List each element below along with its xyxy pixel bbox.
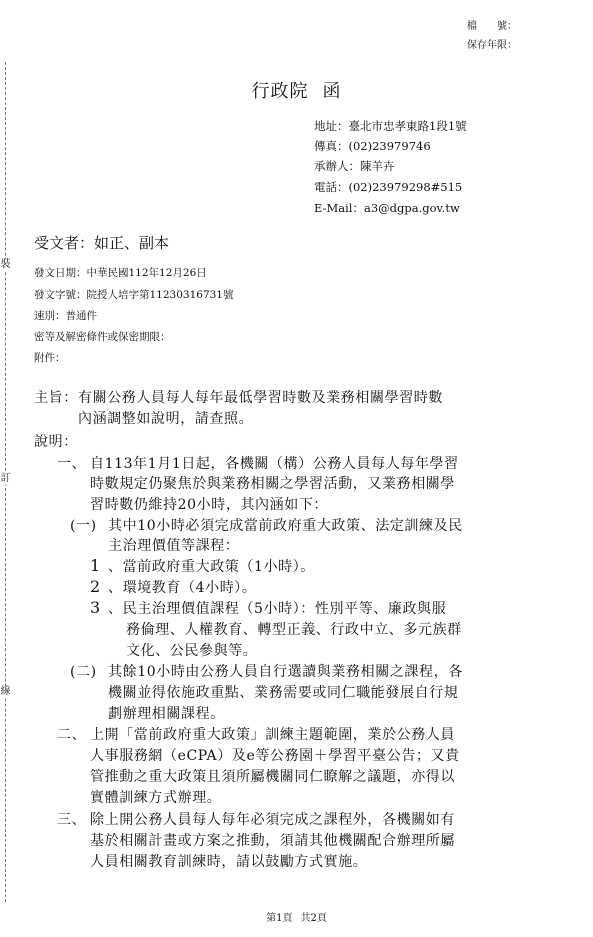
subject-line: 有關公務人員每人每年最低學習時數及業務相關學習時數 xyxy=(78,390,443,406)
item-2-line: 管推動之重大政策且須所屬機關同仁瞭解之議題，亦得以 xyxy=(90,769,455,785)
item-1-line: 時數規定仍聚焦於與業務相關之學習活動，又業務相關學 xyxy=(90,476,455,492)
sub-item-2-line: 劃辦理相關課程。 xyxy=(108,706,225,722)
item-3-label: 三、 xyxy=(57,812,87,828)
item-2-line: 人事服務網（eCPA）及e等公務園＋學習平臺公告；又貴 xyxy=(90,748,460,764)
secrecy-level: 密等及解密條件或保密期限： xyxy=(34,331,171,343)
issue-date: 發文日期：中華民國112年12月26日 xyxy=(34,267,207,279)
point-3-line: 、民主治理價值課程（5小時）：性別平等、廉政與服 xyxy=(108,601,447,617)
item-2-line: 上開「當前政府重大政策」訓練主題範圍，業於公務人員 xyxy=(90,727,455,743)
point-1-line: 、當前政府重大政策（1小時）。 xyxy=(108,559,315,575)
file-number-label: 檔 號： xyxy=(467,21,517,32)
margin-mark-staple: 訂 xyxy=(0,473,11,484)
contact-address: 地址：臺北市忠孝東路1段1號 xyxy=(314,119,467,133)
contact-fax: 傳真：(02)23979746 xyxy=(314,139,431,153)
item-3-line: 除上開公務人員每人每年必須完成之課程外，各機關如有 xyxy=(90,812,455,828)
point-3-number: 3 xyxy=(90,598,101,617)
sub-item-2-label: (二) xyxy=(70,664,97,680)
item-3-line: 基於相關計畫或方案之推動，須請其他機關配合辦理所屬 xyxy=(90,833,455,849)
subject-line: 內涵調整如說明，請查照。 xyxy=(78,411,254,427)
item-3-line: 人員相關教育訓練時，請以鼓勵方式實施。 xyxy=(90,854,368,870)
item-1-line: 習時數仍維持20小時，其內涵如下： xyxy=(90,497,329,513)
subject-label: 主旨： xyxy=(34,390,78,406)
explanation-label: 說明： xyxy=(34,434,78,450)
sub-item-1-line: 主治理價值等課程： xyxy=(108,538,240,554)
sub-item-1-line: 其中10小時必須完成當前政府重大政策、法定訓練及民 xyxy=(108,518,463,534)
margin-mark-binding: 裝 xyxy=(0,259,11,270)
item-1-line: 自113年1月1日起，各機關（構）公務人員每人每年學習 xyxy=(90,456,459,472)
sub-item-2-line: 機關並得依施政重點、業務需要或同仁職能發展自行規 xyxy=(108,685,459,701)
contact-phone: 電話：(02)23979298#515 xyxy=(314,180,463,194)
item-1-label: 一、 xyxy=(57,456,87,472)
page-footer xyxy=(0,909,593,924)
retention-period-label: 保存年限： xyxy=(467,40,517,51)
sub-item-1-label: (一) xyxy=(70,518,97,534)
delivery-speed: 速別：普通件 xyxy=(34,310,97,322)
page-total: 共2頁 xyxy=(300,913,327,924)
point-1-number: 1 xyxy=(90,556,101,575)
contact-email: E-Mail：a3@dgpa.gov.tw xyxy=(314,201,460,215)
sub-item-2-line: 其餘10小時由公務人員自行選讀與業務相關之課程，各 xyxy=(108,664,463,680)
page-number: 第1頁 xyxy=(266,913,293,924)
document-type: 函 xyxy=(322,81,342,102)
attachments: 附件： xyxy=(34,352,66,364)
item-2-label: 二、 xyxy=(57,727,87,743)
reference-number: 發文字號：院授人培字第11230316731號 xyxy=(34,289,234,301)
point-2-number: 2 xyxy=(90,577,101,596)
document-title xyxy=(0,77,593,103)
contact-officer: 承辦人：陳羊卉 xyxy=(314,159,395,173)
point-3-line: 文化、公民參與等。 xyxy=(126,643,258,659)
margin-mark-line: 線 xyxy=(0,686,11,697)
recipient-line: 受文者：如正、副本 xyxy=(34,234,170,252)
point-3-line: 務倫理、人權教育、轉型正義、行政中立、多元族群 xyxy=(126,622,462,638)
point-2-line: 、環境教育（4小時）。 xyxy=(108,580,257,596)
item-2-line: 實體訓練方式辦理。 xyxy=(90,790,222,806)
issuing-organization: 行政院 xyxy=(251,81,309,102)
